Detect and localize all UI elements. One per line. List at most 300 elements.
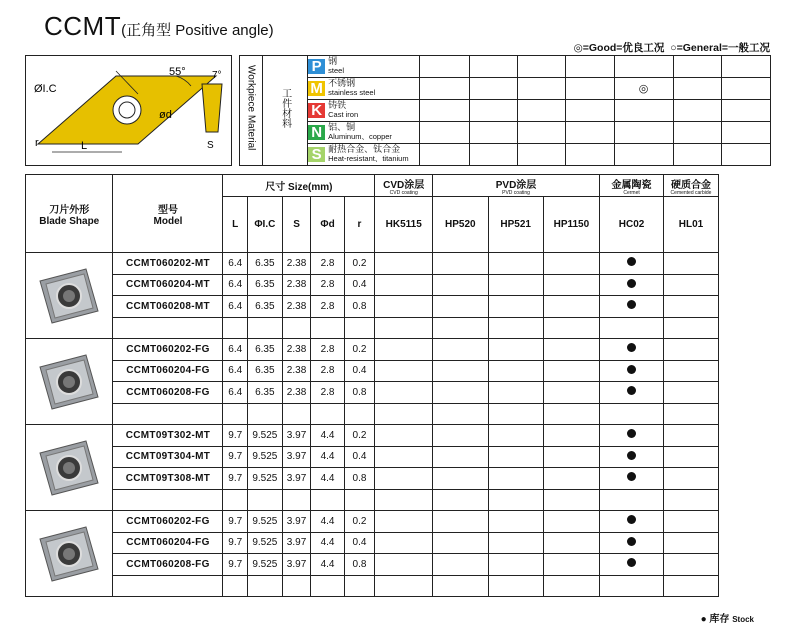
empty-cell: [248, 317, 283, 339]
empty-cell: [433, 403, 488, 425]
table-row: [26, 554, 771, 576]
empty-cell: [433, 489, 488, 511]
grade-cell: [664, 468, 719, 490]
table-spacer-row: [26, 489, 771, 511]
angle-top-label: 55°: [169, 66, 187, 78]
mt-insert-photo: [34, 433, 104, 503]
cvd-header-en: CVD coating: [389, 189, 418, 196]
ic-label: ØI.C: [34, 83, 58, 95]
l-cell: 9.7: [223, 511, 248, 533]
s-cell: 3.97: [282, 511, 311, 533]
grade-legend: [574, 40, 770, 55]
l-cell: 9.7: [223, 425, 248, 447]
model-cell: CCMT09T304-MT: [113, 446, 223, 468]
r-cell: 0.4: [344, 274, 375, 296]
table-spacer-row: [26, 575, 771, 597]
table-row: [26, 360, 771, 382]
table-row: [26, 274, 771, 296]
grade-cell: [488, 360, 543, 382]
workpiece-label-cn: 工件材料: [279, 88, 291, 128]
hc02-stock-cell: [599, 554, 663, 576]
stock-cn: 库存: [709, 614, 730, 625]
model-cell: CCMT09T308-MT: [113, 468, 223, 490]
insert-side-view-shape: [202, 84, 222, 132]
hc02-stock-cell: [599, 425, 663, 447]
empty-cell: [344, 489, 375, 511]
grade-cell: [375, 253, 433, 275]
col-d: Φd: [311, 197, 344, 253]
l-cell: 6.4: [223, 274, 248, 296]
grade-cell: [543, 511, 599, 533]
s-cell: 2.38: [282, 339, 311, 361]
grade-cell: [488, 425, 543, 447]
table-row: [26, 446, 771, 468]
col-l: L: [223, 197, 248, 253]
legend-general: ○=General=一般工况: [670, 42, 770, 54]
grade-cell: [543, 425, 599, 447]
blade-shape-cell: [26, 253, 113, 339]
insert-spec-table: [25, 174, 771, 597]
insert-hole-shape: [113, 96, 141, 124]
insert-hole-inner-shape: [63, 376, 75, 388]
r-label: r: [35, 137, 40, 149]
grade-cell: [664, 425, 719, 447]
table-row: [26, 382, 771, 404]
grade-cell: [433, 554, 488, 576]
empty-cell: [543, 403, 599, 425]
empty-cell: [344, 575, 375, 597]
empty-cell: [113, 575, 223, 597]
empty-cell: [248, 575, 283, 597]
hc02-stock-cell: [599, 339, 663, 361]
empty-cell: [543, 317, 599, 339]
r-cell: 0.8: [344, 554, 375, 576]
empty-cell: [664, 489, 719, 511]
model-cell: CCMT060202-FG: [113, 339, 223, 361]
grade-cell: [543, 339, 599, 361]
hc02-stock-cell: [599, 446, 663, 468]
s-cell: 2.38: [282, 274, 311, 296]
model-cell: CCMT060204-FG: [113, 532, 223, 554]
pvd-header: [433, 175, 600, 197]
table-spacer-row: [26, 317, 771, 339]
grade-cell: [543, 468, 599, 490]
table-row: [26, 296, 771, 318]
r-cell: 0.4: [344, 446, 375, 468]
empty-cell: [113, 489, 223, 511]
s-cell: 3.97: [282, 425, 311, 447]
material-s-en: Heat-resistant、titanium: [328, 154, 409, 164]
workpiece-label-en: Workpiece Material: [245, 65, 257, 151]
hc02-stock-cell: [599, 382, 663, 404]
material-n-en: Aluminum、copper: [328, 132, 392, 142]
l-label: L: [81, 140, 88, 152]
mt-insert-photo: [34, 261, 104, 331]
material-m-cn: 不锈钢: [328, 78, 356, 89]
empty-cell: [488, 575, 543, 597]
d-cell: 4.4: [311, 511, 344, 533]
ic-cell: 6.35: [248, 382, 283, 404]
d-cell: 2.8: [311, 360, 344, 382]
grade-cell: [543, 274, 599, 296]
grade-cell: [664, 446, 719, 468]
stock-dot-icon: [627, 279, 636, 288]
empty-cell: [375, 317, 433, 339]
page-title: [44, 11, 274, 42]
r-cell: 0.8: [344, 382, 375, 404]
stock-dot-icon: [627, 472, 636, 481]
grade-cell: [488, 446, 543, 468]
stock-dot-icon: [627, 429, 636, 438]
col-ic: ΦI.C: [248, 197, 283, 253]
stock-dot-icon: [627, 300, 636, 309]
hc02-stock-cell: [599, 360, 663, 382]
blade-shape-cell: [26, 339, 113, 425]
stock-dot-icon: [627, 257, 636, 266]
empty-cell: [282, 317, 311, 339]
grade-cell: [488, 296, 543, 318]
col-s: S: [282, 197, 311, 253]
empty-cell: [488, 489, 543, 511]
table-row: [26, 468, 771, 490]
grade-cell: [375, 468, 433, 490]
grade-cell: [375, 532, 433, 554]
model-cell: CCMT060202-MT: [113, 253, 223, 275]
grade-cell: [375, 382, 433, 404]
empty-cell: [543, 575, 599, 597]
r-cell: 0.8: [344, 468, 375, 490]
stock-dot-icon: [627, 515, 636, 524]
grade-cell: [543, 253, 599, 275]
material-k-cn: 铸铁: [328, 100, 347, 111]
material-k: [308, 100, 420, 122]
d-cell: 2.8: [311, 382, 344, 404]
grade-hc02: HC02: [599, 197, 663, 253]
grade-hp521: HP521: [488, 197, 543, 253]
r-cell: 0.4: [344, 360, 375, 382]
stock-dot-icon: [627, 537, 636, 546]
stock-dot-icon: [627, 386, 636, 395]
l-cell: 6.4: [223, 296, 248, 318]
empty-cell: [223, 489, 248, 511]
grade-cell: [375, 425, 433, 447]
grade-cell: [433, 532, 488, 554]
d-cell: 2.8: [311, 296, 344, 318]
grade-cell: [488, 339, 543, 361]
empty-cell: [664, 403, 719, 425]
empty-cell: [488, 317, 543, 339]
cvd-header-cn: CVD涂层: [383, 179, 425, 191]
grade-cell: [664, 339, 719, 361]
empty-cell: [113, 317, 223, 339]
carbide-header: [664, 175, 719, 197]
model-header: [113, 175, 223, 253]
empty-cell: [248, 403, 283, 425]
stock-symbol: ●: [700, 614, 707, 625]
material-n-letter: N: [308, 125, 325, 140]
grade-cell: [664, 511, 719, 533]
grade-cell: [488, 253, 543, 275]
grade-cell: [488, 554, 543, 576]
empty-cell: [599, 403, 663, 425]
grade-cell: [543, 360, 599, 382]
empty-cell: [282, 575, 311, 597]
table-row: [26, 511, 771, 533]
s-cell: 3.97: [282, 532, 311, 554]
s-cell: 2.38: [282, 360, 311, 382]
s-cell: 3.97: [282, 554, 311, 576]
ic-cell: 9.525: [248, 468, 283, 490]
col-r: r: [344, 197, 375, 253]
grade-cell: [433, 253, 488, 275]
grade-cell: [543, 446, 599, 468]
grade-cell: [433, 382, 488, 404]
empty-cell: [344, 403, 375, 425]
grade-cell: [433, 296, 488, 318]
grade-cell: [375, 274, 433, 296]
blade-shape-header-cn: 刀片外形: [49, 204, 90, 216]
blade-shape-header: [26, 175, 113, 253]
d-cell: 4.4: [311, 554, 344, 576]
s-cell: 3.97: [282, 468, 311, 490]
stock-legend: [701, 610, 754, 625]
material-s-letter: S: [308, 147, 325, 162]
model-cell: CCMT060204-MT: [113, 274, 223, 296]
grade-cell: [664, 296, 719, 318]
l-cell: 6.4: [223, 253, 248, 275]
material-s: [308, 144, 420, 166]
s-cell: 3.97: [282, 446, 311, 468]
title-main: CCMT: [44, 11, 122, 41]
material-p-cn: 钢: [328, 56, 338, 67]
hc02-stock-cell: [599, 468, 663, 490]
empty-cell: [282, 403, 311, 425]
pvd-header-en: PVD coating: [502, 189, 530, 196]
d-cell: 2.8: [311, 274, 344, 296]
empty-cell: [433, 575, 488, 597]
table-row: [26, 532, 771, 554]
empty-cell: [664, 317, 719, 339]
grade-cell: [543, 532, 599, 554]
grade-cell: [543, 382, 599, 404]
ic-cell: 9.525: [248, 532, 283, 554]
insert-hole-inner-shape: [63, 548, 75, 560]
fg-insert-photo: [34, 519, 104, 589]
d-cell: 4.4: [311, 532, 344, 554]
grade-cell: [488, 468, 543, 490]
empty-cell: [488, 403, 543, 425]
insert-diagram-cell: [26, 56, 232, 166]
ic-cell: 6.35: [248, 253, 283, 275]
r-cell: 0.4: [344, 532, 375, 554]
material-k-en: Cast iron: [328, 110, 359, 120]
r-cell: 0.2: [344, 511, 375, 533]
grade-hl01: HL01: [664, 197, 719, 253]
hc02-m-mark: ◎: [614, 78, 673, 100]
grade-cell: [433, 511, 488, 533]
stock-dot-icon: [627, 343, 636, 352]
grade-cell: [433, 360, 488, 382]
empty-cell: [311, 575, 344, 597]
grade-cell: [488, 532, 543, 554]
grade-cell: [433, 468, 488, 490]
d-label: ød: [159, 109, 173, 121]
hc02-stock-cell: [599, 511, 663, 533]
empty-cell: [599, 575, 663, 597]
grade-cell: [433, 446, 488, 468]
cvd-header: [375, 175, 433, 197]
material-table: [25, 55, 771, 166]
r-cell: 0.2: [344, 425, 375, 447]
s-cell: 2.38: [282, 296, 311, 318]
empty-cell: [599, 317, 663, 339]
grade-cell: [664, 532, 719, 554]
s-label: S: [207, 140, 215, 151]
empty-cell: [375, 575, 433, 597]
stock-dot-icon: [627, 451, 636, 460]
workpiece-label: [240, 56, 263, 166]
empty-cell: [223, 403, 248, 425]
ic-cell: 6.35: [248, 360, 283, 382]
grade-cell: [543, 554, 599, 576]
model-cell: CCMT060208-MT: [113, 296, 223, 318]
model-cell: CCMT060202-FG: [113, 511, 223, 533]
grade-cell: [664, 554, 719, 576]
stock-en: Stock: [732, 615, 754, 624]
material-p-en: steel: [328, 66, 344, 76]
material-n: [308, 122, 420, 144]
empty-cell: [311, 317, 344, 339]
s-cell: 2.38: [282, 382, 311, 404]
grade-cell: [664, 382, 719, 404]
grade-hp520: HP520: [433, 197, 488, 253]
l-cell: 9.7: [223, 468, 248, 490]
table-row: [26, 425, 771, 447]
material-k-letter: K: [308, 103, 325, 118]
l-cell: 6.4: [223, 382, 248, 404]
empty-cell: [543, 489, 599, 511]
l-cell: 6.4: [223, 339, 248, 361]
material-s-cn: 耐热合金、钛合金: [328, 144, 401, 155]
empty-cell: [223, 317, 248, 339]
l-cell: 9.7: [223, 554, 248, 576]
empty-cell: [344, 317, 375, 339]
ic-cell: 9.525: [248, 446, 283, 468]
table-spacer-row: [26, 403, 771, 425]
insert-diagram: [26, 56, 230, 160]
grade-cell: [433, 274, 488, 296]
empty-cell: [599, 489, 663, 511]
grade-cell: [433, 425, 488, 447]
blade-shape-cell: [26, 511, 113, 597]
empty-cell: [311, 403, 344, 425]
model-header-en: Model: [153, 215, 183, 227]
table-row: [26, 253, 771, 275]
d-cell: 2.8: [311, 339, 344, 361]
ic-cell: 6.35: [248, 339, 283, 361]
hc02-stock-cell: [599, 274, 663, 296]
pvd-header-cn: PVD涂层: [495, 179, 537, 191]
ic-cell: 9.525: [248, 511, 283, 533]
empty-cell: [248, 489, 283, 511]
material-n-cn: 铝、铜: [328, 122, 356, 133]
material-m-letter: M: [308, 81, 325, 96]
stock-dot-icon: [627, 558, 636, 567]
empty-cell: [375, 403, 433, 425]
material-m: [308, 78, 420, 100]
d-cell: 4.4: [311, 468, 344, 490]
model-cell: CCMT09T302-MT: [113, 425, 223, 447]
grade-cell: [375, 446, 433, 468]
r-cell: 0.8: [344, 296, 375, 318]
grade-cell: [488, 511, 543, 533]
r-cell: 0.2: [344, 253, 375, 275]
l-cell: 9.7: [223, 532, 248, 554]
carbide-header-en: Cemented carbide: [670, 189, 712, 196]
model-header-cn: 型号: [157, 204, 178, 216]
hc02-stock-cell: [599, 253, 663, 275]
grade-cell: [664, 360, 719, 382]
empty-cell: [664, 575, 719, 597]
ic-cell: 9.525: [248, 554, 283, 576]
blade-shape-header-en: Blade Shape: [39, 215, 100, 227]
empty-cell: [113, 403, 223, 425]
empty-cell: [311, 489, 344, 511]
hc02-stock-cell: [599, 296, 663, 318]
grade-cell: [543, 296, 599, 318]
insert-hole-inner-shape: [63, 290, 75, 302]
empty-cell: [375, 489, 433, 511]
cermet-header: [599, 175, 663, 197]
empty-cell: [433, 317, 488, 339]
grade-hp1150: HP1150: [543, 197, 599, 253]
ic-cell: 6.35: [248, 296, 283, 318]
l-cell: 6.4: [223, 360, 248, 382]
l-cell: 9.7: [223, 446, 248, 468]
stock-dot-icon: [627, 365, 636, 374]
legend-good: ◎=Good=优良工况: [573, 42, 665, 54]
grade-cell: [375, 511, 433, 533]
empty-cell: [223, 575, 248, 597]
model-cell: CCMT060208-FG: [113, 554, 223, 576]
cermet-header-en: Cermet: [623, 189, 640, 196]
grade-cell: [375, 339, 433, 361]
material-m-en: stainless steel: [328, 88, 376, 98]
grade-cell: [664, 253, 719, 275]
grade-cell: [375, 554, 433, 576]
grade-cell: [664, 274, 719, 296]
carbide-header-cn: 硬质合金: [670, 179, 711, 191]
ic-cell: 6.35: [248, 274, 283, 296]
fg-insert-photo: [34, 347, 104, 417]
title-sub: (正角型 Positive angle): [121, 22, 274, 39]
d-cell: 2.8: [311, 253, 344, 275]
table-row: [26, 339, 771, 361]
grade-hk5115: HK5115: [375, 197, 433, 253]
d-cell: 4.4: [311, 446, 344, 468]
angle-side-label: 7°: [212, 70, 222, 81]
grade-cell: [375, 360, 433, 382]
grade-cell: [433, 339, 488, 361]
material-p: [308, 56, 420, 78]
size-header: 尺寸 Size(mm): [223, 175, 375, 197]
r-cell: 0.2: [344, 339, 375, 361]
s-cell: 2.38: [282, 253, 311, 275]
empty-cell: [282, 489, 311, 511]
grade-cell: [375, 296, 433, 318]
insert-hole-inner-shape: [63, 462, 75, 474]
d-cell: 4.4: [311, 425, 344, 447]
